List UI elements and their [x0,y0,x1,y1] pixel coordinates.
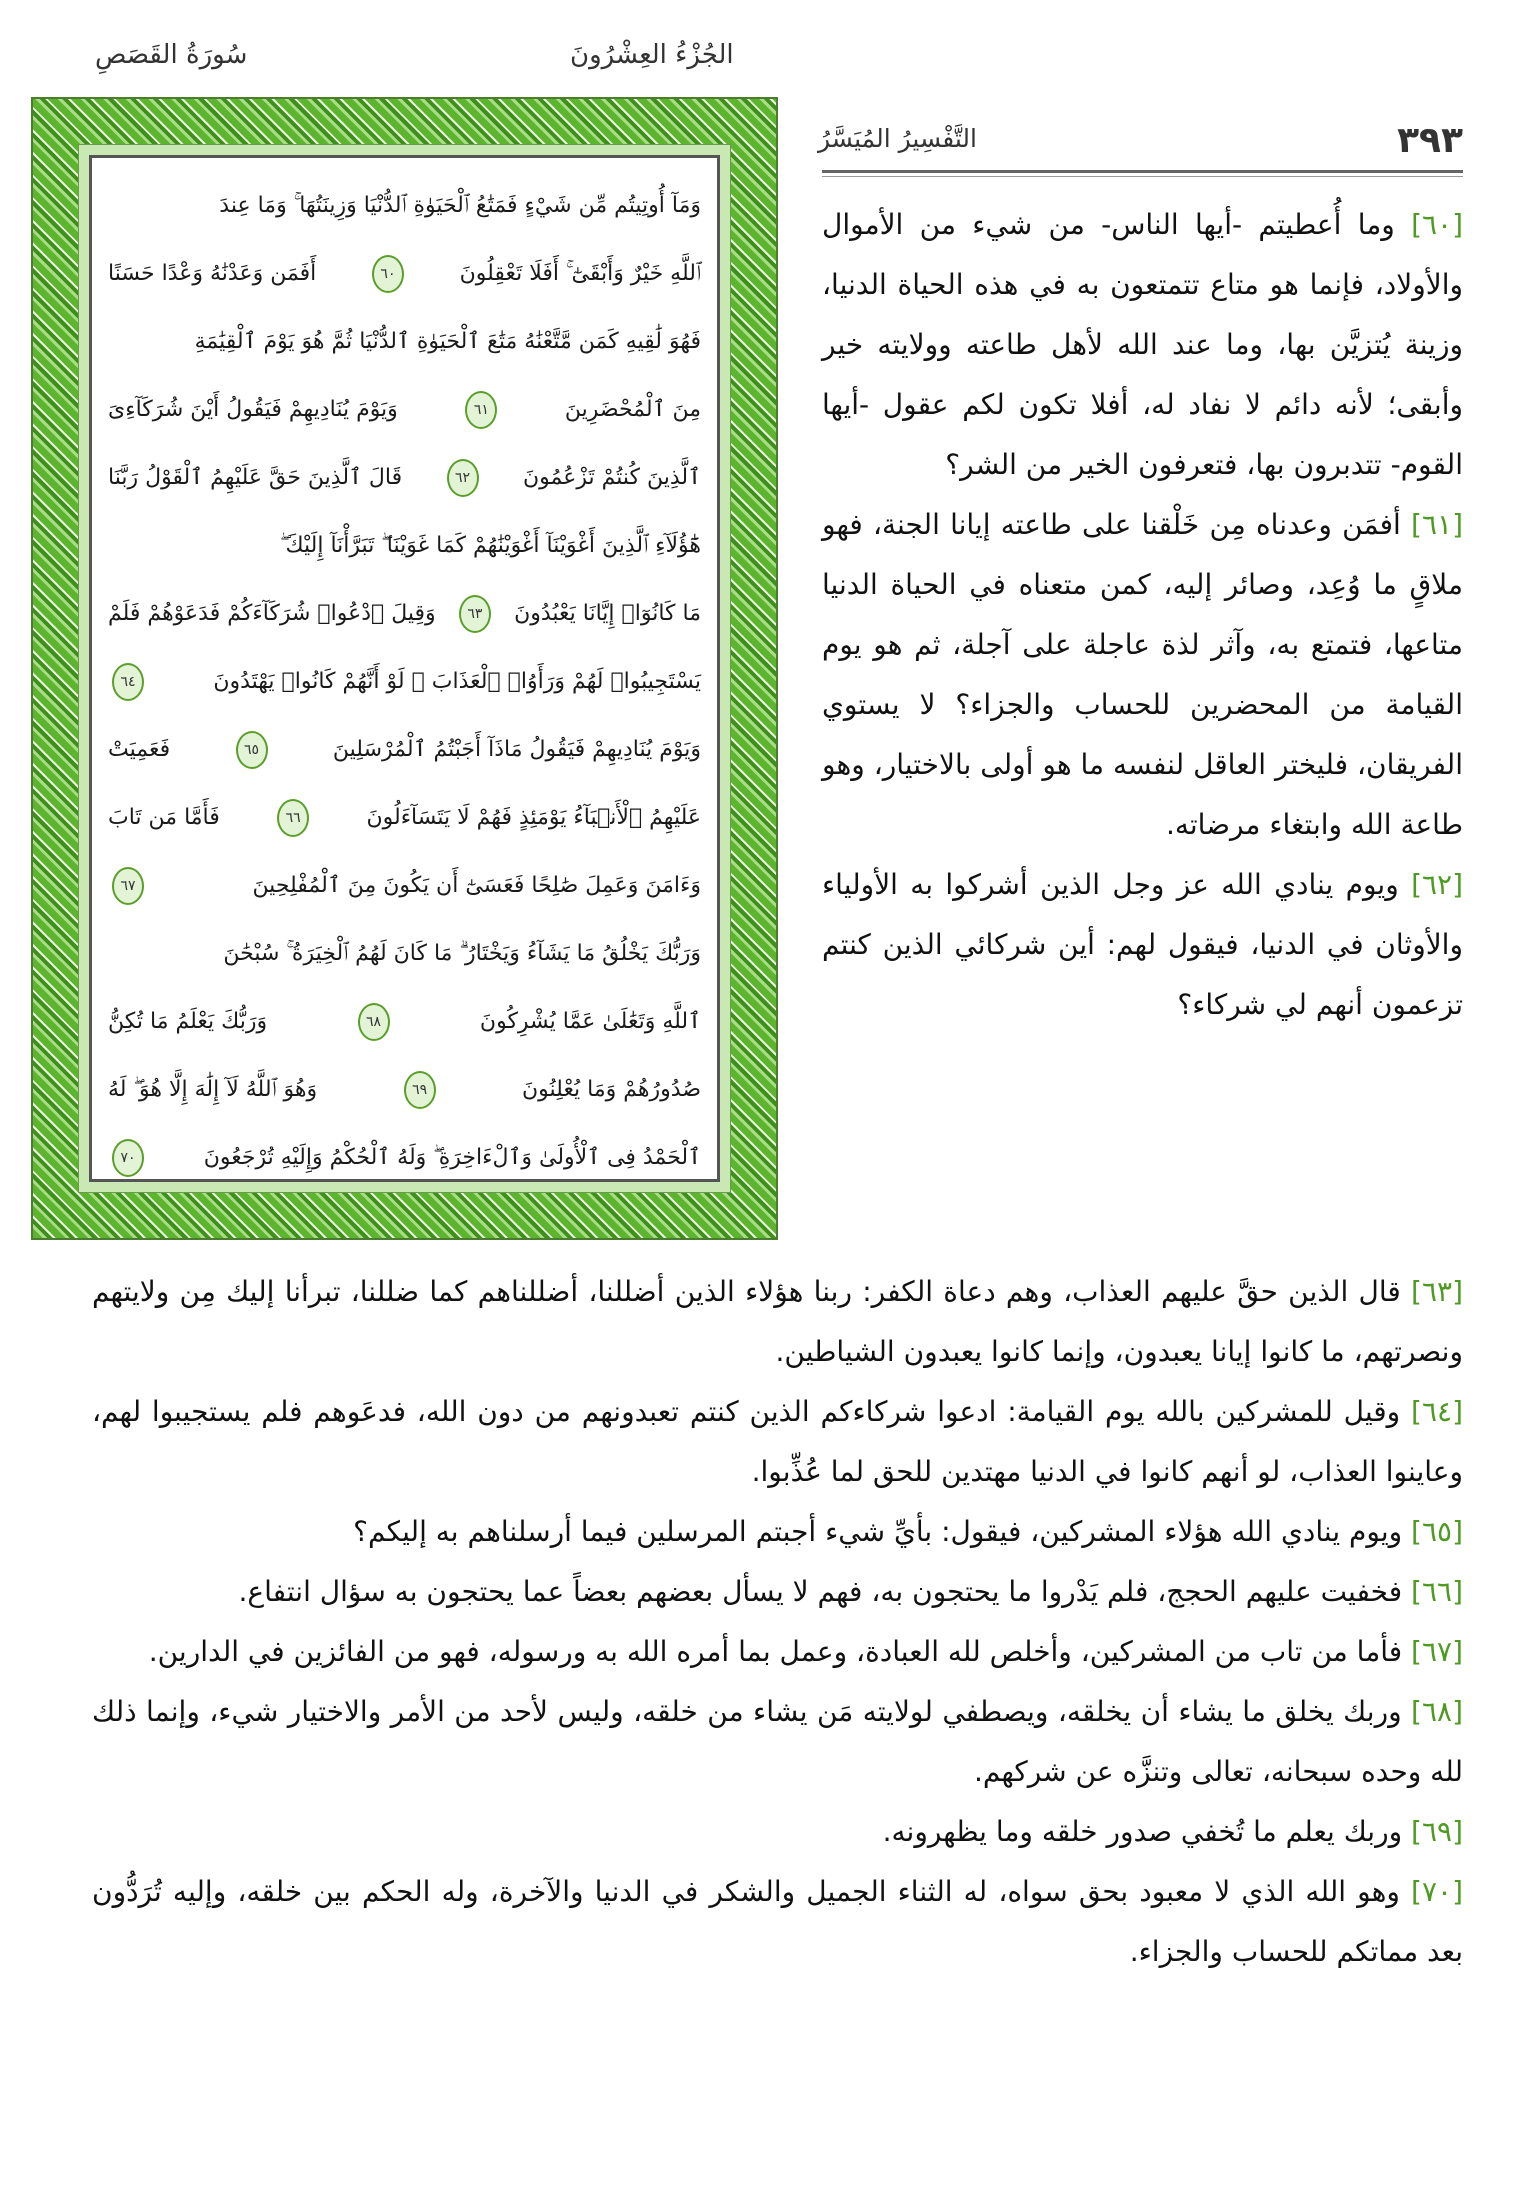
verse-number: [٦٩] [1411,1815,1463,1848]
quran-segment: ٱللَّهِ وَتَعَٰلَىٰ عَمَّا يُشْرِكُونَ [479,1009,701,1034]
tafsir-paragraph [822,495,1463,855]
quran-segment: فَعَمِيَتْ [108,737,171,762]
quran-segment: ٱلَّذِينَ كُنتُمْ تَزْعُمُونَ [522,465,701,490]
quran-segment: ٱللَّهِ خَيْرٌ وَأَبْقَىٰٓ ۚ أَفَلَا تَعْقِلُونَ [459,261,701,286]
quran-line [108,172,701,240]
quran-line [108,308,701,376]
quran-segment: عَلَيْهِمُ ٱلْأَنۢبَآءُ يَوْمَئِذٍ فَهُمْ لَا يَتَسَآءَلُونَ [366,805,701,830]
verse-number: [٦٣] [1411,1275,1463,1308]
tafsir-text: وهو الله الذي لا معبود بحق سواه، له الثناء الجميل والشكر في الدنيا والآخرة، وله الحكم بين خلقه، وإليه تُرَدُّون بعد مماتكم للحساب والجزاء. [92,1875,1463,1968]
quran-segment: مِنَ ٱلْمُحْضَرِينَ [564,397,701,422]
verse-end-marker: ٦١ [465,391,497,429]
tafsir-text: فخفيت عليهم الحجج، فلم يَدْروا ما يحتجون به، فهم لا يسأل بعضهم بعضاً عما يحتجون به سؤال انتفاع. [238,1575,1403,1608]
quran-text [108,172,701,1192]
quran-segment: وَرَبُّكَ يَخْلُقُ مَا يَشَآءُ وَيَخْتَارُ ۗ مَا كَانَ لَهُمُ ٱلْخِيَرَةُ ۚ سُبْحَٰنَ [223,941,701,966]
quran-segment: وَقِيلَ ٱدْعُوا۟ شُرَكَآءَكُمْ فَدَعَوْهُمْ فَلَمْ [108,601,436,626]
quran-line [108,1056,701,1124]
tafsir-paragraph [92,1802,1463,1862]
tafsir-paragraph [92,1262,1463,1382]
quran-segment: وَءَامَنَ وَعَمِلَ صَٰلِحًا فَعَسَىٰٓ أَن يَكُونَ مِنَ ٱلْمُفْلِحِينَ [252,873,701,898]
verse-end-marker: ٦٢ [447,459,479,497]
tafsir-text: قال الذين حقَّ عليهم العذاب، وهم دعاة الكفر: ربنا هؤلاء الذين أضللنا، أضللناهم كما ضللنا، تبرأنا إليك مِن ولايتهم ونصرتهم، ما كانوا إيانا يعبدون، وإنما كانوا يعبدون الشياطين. [92,1275,1463,1368]
quran-line [108,784,701,852]
tafsir-full-width [92,1262,1463,1982]
quran-segment: وَيَوْمَ يُنَادِيهِمْ فَيَقُولُ أَيْنَ شُرَكَآءِىَ [108,397,398,422]
verse-number: [٦٢] [1411,868,1464,901]
tafsir-paragraph [92,1682,1463,1802]
verse-end-marker: ٦٩ [404,1071,436,1109]
verse-number: [٦٧] [1411,1635,1463,1668]
quran-segment: هَٰٓؤُلَآءِ ٱلَّذِينَ أَغْوَيْنَآ أَغْوَيْنَٰهُمْ كَمَا غَوَيْنَا ۖ تَبَرَّأْنَآ إِلَيْكَ ۖ [279,533,701,558]
quran-line [108,580,701,648]
tafsir-paragraph [822,855,1463,1035]
tafsir-paragraph [92,1502,1463,1562]
quran-segment: ٱلْحَمْدُ فِى ٱلْأُولَىٰ وَٱلْءَاخِرَةِ ۖ وَلَهُ ٱلْحُكْمُ وَإِلَيْهِ تُرْجَعُونَ [203,1145,701,1170]
quran-line [108,716,701,784]
quran-segment: وَرَبُّكَ يَعْلَمُ مَا تُكِنُّ [108,1009,268,1034]
verse-number: [٦٠] [1411,208,1464,241]
header-divider [822,170,1463,177]
quran-line [108,648,701,716]
verse-number: [٦٤] [1411,1395,1463,1428]
tafsir-text: أفمَن وعدناه مِن خَلْقنا على طاعته إيانا الجنة، فهو ملاقٍ ما وُعِد، وصائر إليه، كمن متعناه في الحياة الدنيا متاعها، فتمتع به، وآثر لذة عاجلة على آجلة، ثم هو يوم القيامة من المحضرين للحساب والجزاء؟ لا يستوي الفريقان، فليختر العاقل لنفسه ما هو أولى بالاختيار، وهو طاعة الله وابتغاء مرضاته. [822,508,1463,841]
quran-ornamental-frame [31,97,778,1240]
verse-number: [٦١] [1411,508,1463,541]
quran-segment: وَيَوْمَ يُنَادِيهِمْ فَيَقُولُ مَاذَآ أَجَبْتُمُ ٱلْمُرْسَلِينَ [332,737,701,762]
quran-segment: وَمَآ أُوتِيتُم مِّن شَيْءٍ فَمَتَٰعُ ٱلْحَيَوٰةِ ٱلدُّنْيَا وَزِينَتُهَا ۚ وَمَا عِندَ [219,193,701,218]
quran-line [108,512,701,580]
quran-line [108,376,701,444]
juz-title: الجُزْءُ العِشْرُونَ [570,40,734,70]
quran-segment: وَهُوَ ٱللَّهُ لَآ إِلَٰهَ إِلَّا هُوَ ۖ لَهُ [108,1077,318,1102]
tafsir-text: ويوم ينادي الله هؤلاء المشركين، فيقول: بأيِّ شيء أجبتم المرسلين فيما أرسلناهم به إليكم؟ [353,1515,1403,1548]
tafsir-paragraph [822,195,1463,495]
tafsir-text: وما أُعطيتم -أيها الناس- من شيء من الأموال والأولاد، فإنما هو متاع تتمتعون به في هذه الحياة الدنيا، وزينة يُتزيَّن بها، وما عند الله لأهل طاعته وولايته خير وأبقى؛ لأنه دائم لا نفاد له، أفلا تكون لكم عقول -أيها القوم- تتدبرون بها، فتعرفون الخير من الشر؟ [822,208,1463,481]
verse-end-marker: ٧٠ [112,1139,144,1177]
quran-segment: أَفَمَن وَعَدْنَٰهُ وَعْدًا حَسَنًا [108,261,317,286]
quran-segment: فَأَمَّا مَن تَابَ [108,805,220,830]
tafsir-text: فأما من تاب من المشركين، وأخلص لله العبادة، وعمل بما أمره الله به ورسوله، فهو من الفائزين في الدارين. [148,1635,1403,1668]
tafsir-text: وربك يخلق ما يشاء أن يخلقه، ويصطفي لولايته مَن يشاء من خلقه، وليس لأحد من الأمر والاختيار شيء، وإنما ذلك لله وحده سبحانه، تعالى وتنزَّه عن شركهم. [92,1695,1463,1788]
frame-inner-band [78,144,731,1193]
surah-title: سُورَةُ القَصَصِ [95,40,248,70]
tafsir-paragraph [92,1622,1463,1682]
tafsir-paragraph [92,1382,1463,1502]
book-title: التَّفْسِيرُ المُيَسَّرُ [818,124,977,153]
verse-end-marker: ٦٥ [236,731,268,769]
page-number: ٣٩٣ [1397,120,1463,161]
quran-segment: قَالَ ٱلَّذِينَ حَقَّ عَلَيْهِمُ ٱلْقَوْلُ رَبَّنَا [108,465,403,490]
quran-text-panel [89,155,720,1182]
verse-end-marker: ٦٦ [277,799,309,837]
quran-line [108,920,701,988]
verse-end-marker: ٦٣ [459,595,491,633]
quran-line [108,240,701,308]
tafsir-side-column [822,195,1463,1035]
verse-end-marker: ٦٨ [358,1003,390,1041]
tafsir-paragraph [92,1862,1463,1982]
quran-segment: صُدُورُهُمْ وَمَا يُعْلِنُونَ [522,1077,701,1102]
verse-end-marker: ٦٠ [372,255,404,293]
tafsir-text: ويوم ينادي الله عز وجل الذين أشركوا به الأولياء والأوثان في الدنيا، فيقول لهم: أين شركائي الذين كنتم تزعمون أنهم لي شركاء؟ [822,868,1463,1021]
verse-number: [٧٠] [1411,1875,1463,1908]
verse-end-marker: ٦٧ [112,867,144,905]
quran-line [108,444,701,512]
quran-line [108,852,701,920]
quran-segment: مَا كَانُوٓا۟ إِيَّانَا يَعْبُدُونَ [514,601,701,626]
verse-end-marker: ٦٤ [112,663,144,701]
quran-line [108,1124,701,1192]
verse-number: [٦٥] [1411,1515,1463,1548]
quran-segment: يَسْتَجِيبُوا۟ لَهُمْ وَرَأَوُا۟ ٱلْعَذَابَ ۚ لَوْ أَنَّهُمْ كَانُوا۟ يَهْتَدُونَ [213,669,701,694]
tafsir-text: وربك يعلم ما تُخفي صدور خلقه وما يظهرونه. [882,1815,1403,1848]
verse-number: [٦٦] [1411,1575,1463,1608]
quran-line [108,988,701,1056]
tafsir-paragraph [92,1562,1463,1622]
tafsir-text: وقيل للمشركين بالله يوم القيامة: ادعوا شركاءكم الذين كنتم تعبدونهم من دون الله، فدعَوهم فلم يستجيبوا لهم، وعاينوا العذاب، لو أنهم كانوا في الدنيا مهتدين للحق لما عُذِّبوا. [92,1395,1463,1488]
quran-segment: فَهُوَ لَٰقِيهِ كَمَن مَّتَّعْنَٰهُ مَتَٰعَ ٱلْحَيَوٰةِ ٱلدُّنْيَا ثُمَّ هُوَ يَوْمَ ٱلْقِيَٰمَةِ [194,329,701,354]
verse-number: [٦٨] [1411,1695,1463,1728]
